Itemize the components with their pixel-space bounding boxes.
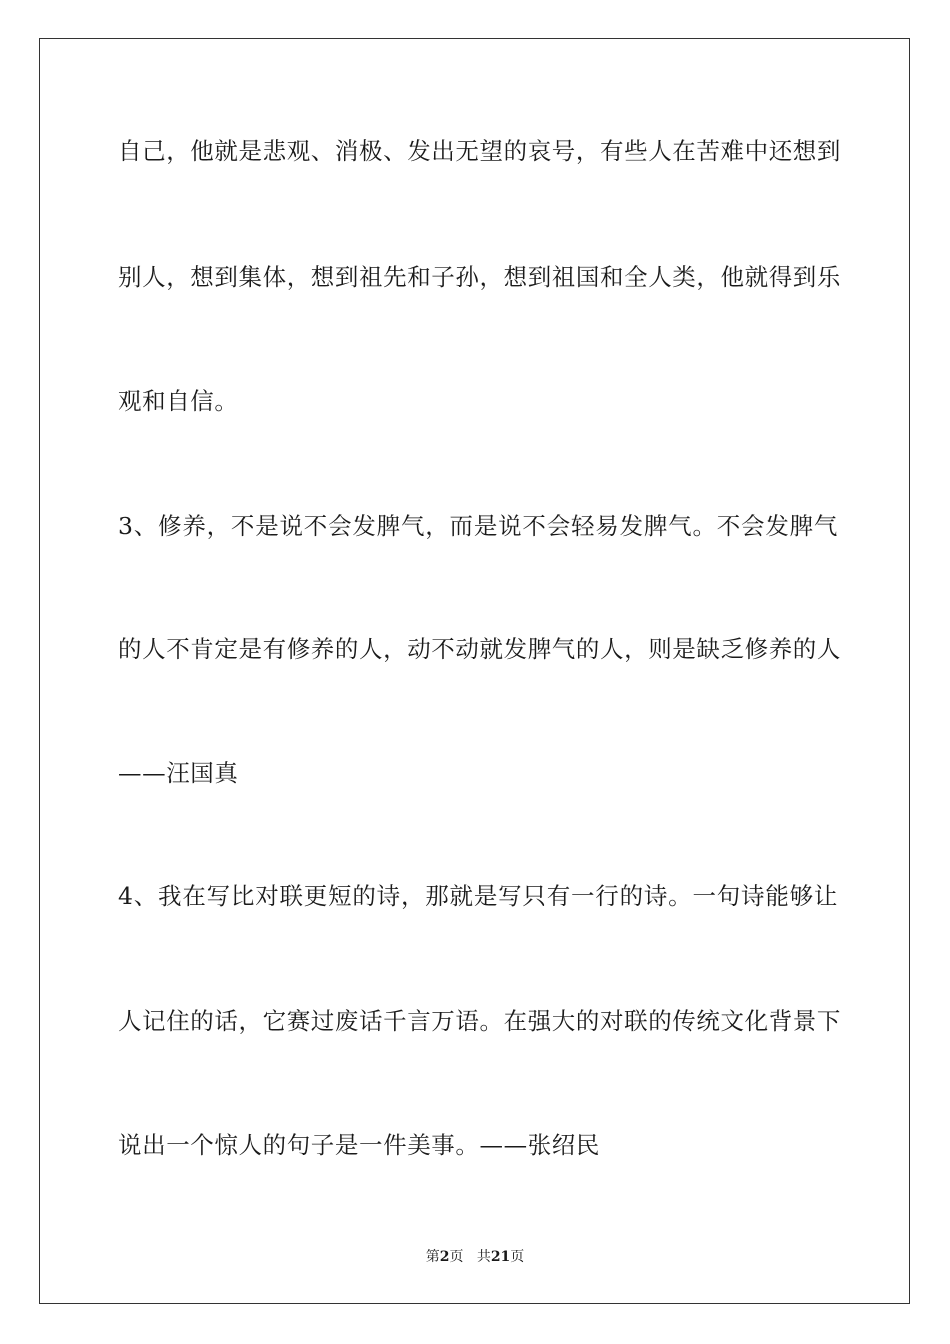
text-line-3: 观和自信。 <box>118 387 239 415</box>
page-footer <box>0 1248 950 1266</box>
footer-page-number: 2 <box>439 1249 450 1265</box>
text-line-6: ——汪国真 <box>118 759 239 787</box>
text-line-2: 别人，想到集体，想到祖先和子孙，想到祖国和全人类，他就得到乐 <box>118 263 841 291</box>
text-line-7: 4、我在写比对联更短的诗，那就是写只有一行的诗。一句诗能够让 <box>118 882 838 910</box>
footer-total-prefix: 共 <box>476 1249 491 1265</box>
footer-page-prefix: 第 <box>425 1249 440 1265</box>
footer-total-suffix: 页 <box>510 1249 525 1265</box>
text-line-9: 说出一个惊人的句子是一件美事。——张绍民 <box>118 1131 600 1159</box>
text-line-8: 人记住的话，它赛过废话千言万语。在强大的对联的传统文化背景下 <box>118 1007 841 1035</box>
text-line-5: 的人不肯定是有修养的人，动不动就发脾气的人，则是缺乏修养的人 <box>118 635 841 663</box>
footer-page-suffix: 页 <box>449 1249 464 1265</box>
page-border <box>39 38 910 1304</box>
text-line-1: 自己，他就是悲观、消极、发出无望的哀号，有些人在苦难中还想到 <box>118 137 841 165</box>
footer-total-pages: 21 <box>490 1249 511 1265</box>
text-line-4: 3、修养，不是说不会发脾气，而是说不会轻易发脾气。不会发脾气 <box>118 512 838 540</box>
